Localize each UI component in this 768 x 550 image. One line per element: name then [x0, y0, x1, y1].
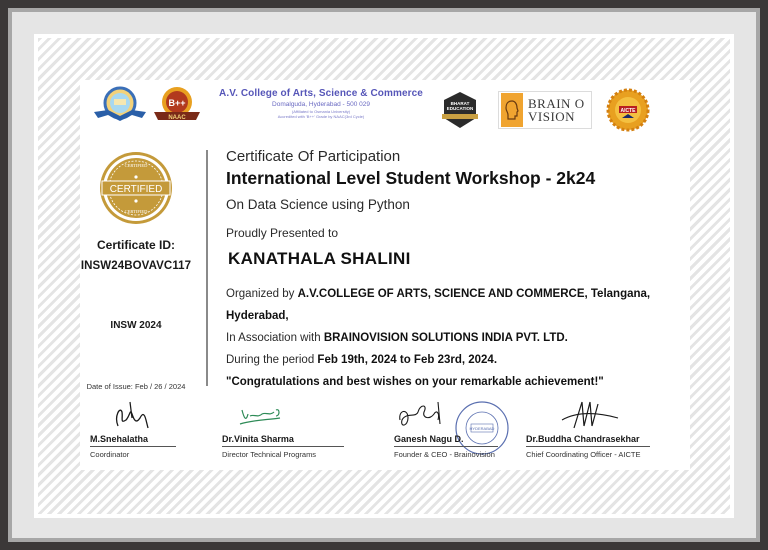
brainovision-line2: VISION — [528, 109, 576, 124]
svg-text:CERTIFIED: CERTIFIED — [109, 184, 163, 195]
presented-label: Proudly Presented to — [226, 226, 339, 240]
signature-mark — [222, 398, 344, 434]
signatory-name: M.Snehalatha — [90, 434, 176, 447]
certificate-body — [80, 80, 690, 470]
issue-date: Date of Issue: Feb / 26 / 2024 — [86, 382, 186, 391]
svg-text:HYDERABAD: HYDERABAD — [469, 426, 495, 431]
college-name: A.V. College of Arts, Science & Commerce — [219, 88, 423, 99]
signature-block-coordinator — [90, 398, 176, 459]
signatory-name: Dr.Vinita Sharma — [222, 434, 344, 447]
organized-by-line — [226, 288, 650, 300]
svg-text:B++: B++ — [168, 98, 186, 108]
signatory-name: Dr.Buddha Chandrasekhar — [526, 434, 650, 447]
period-line — [226, 354, 497, 366]
recipient-name: KANATHALA SHALINI — [228, 249, 411, 268]
certified-seal — [98, 150, 174, 226]
period-dates: Feb 19th, 2024 to Feb 23rd, 2024. — [317, 354, 498, 366]
certificate-type: Certificate Of Participation — [226, 148, 401, 165]
brainovision-logo — [498, 91, 592, 129]
event-topic: On Data Science using Python — [226, 197, 410, 212]
college-header — [216, 88, 426, 119]
signature-block-director — [222, 398, 344, 459]
certificate-id-label: Certificate ID: — [96, 238, 176, 252]
signature-block-ceo — [394, 398, 498, 459]
svg-text:CERTIFIED: CERTIFIED — [124, 163, 148, 168]
event-code: INSW 2024 — [110, 320, 162, 331]
certificate-id-value: INSW24BOVAVC117 — [80, 260, 192, 272]
aicte-logo — [606, 88, 650, 132]
college-accreditation: Accredited with 'B++' Grade by NAAC(3rd Cycle) — [277, 114, 365, 119]
signatory-role: Coordinator — [90, 450, 130, 459]
organizer-city: Hyderabad, — [226, 310, 289, 322]
bharat-education-logo — [438, 90, 482, 130]
svg-text:EDUCATION: EDUCATION — [446, 106, 474, 111]
association-name: BRAINOVISION SOLUTIONS INDIA PVT. LTD. — [323, 332, 568, 344]
signature-block-aicte-officer — [526, 398, 650, 459]
svg-text:CERTIFIED: CERTIFIED — [124, 209, 148, 214]
naac-logo — [152, 86, 202, 124]
organizer-name: A.V.COLLEGE OF ARTS, SCIENCE AND COMMERCE, Telangana, — [297, 288, 651, 300]
svg-text:BHARAT: BHARAT — [450, 101, 470, 106]
signature-mark — [394, 398, 498, 434]
signatory-role: Founder & CEO - Brainovision — [394, 450, 495, 459]
event-title: International Level Student Workshop - 2k24 — [226, 168, 596, 188]
association-line — [226, 332, 568, 344]
college-affiliation: (Affiliated to Osmania University) — [291, 109, 351, 114]
signature-mark — [90, 398, 176, 434]
brainovision-line1: BRAIN O — [528, 96, 585, 111]
brain-head-icon — [501, 93, 523, 127]
signatory-name: Ganesh Nagu D. — [394, 434, 498, 447]
organized-prefix: Organized by — [226, 288, 298, 300]
signatory-role: Director Technical Programs — [222, 450, 317, 459]
college-address: Domalguda, Hyderabad - 500 029 — [272, 101, 370, 108]
svg-text:AICTE: AICTE — [620, 108, 636, 114]
period-prefix: During the period — [226, 354, 318, 366]
signatory-role: Chief Coordinating Officer - AICTE — [526, 450, 641, 459]
vertical-divider — [206, 150, 208, 386]
association-prefix: In Association with — [226, 332, 324, 344]
svg-text:NAAC: NAAC — [168, 115, 186, 121]
college-emblem-logo — [92, 86, 148, 124]
closing-message: "Congratulations and best wishes on your remarkable achievement!" — [226, 376, 604, 388]
signature-mark — [526, 398, 650, 434]
